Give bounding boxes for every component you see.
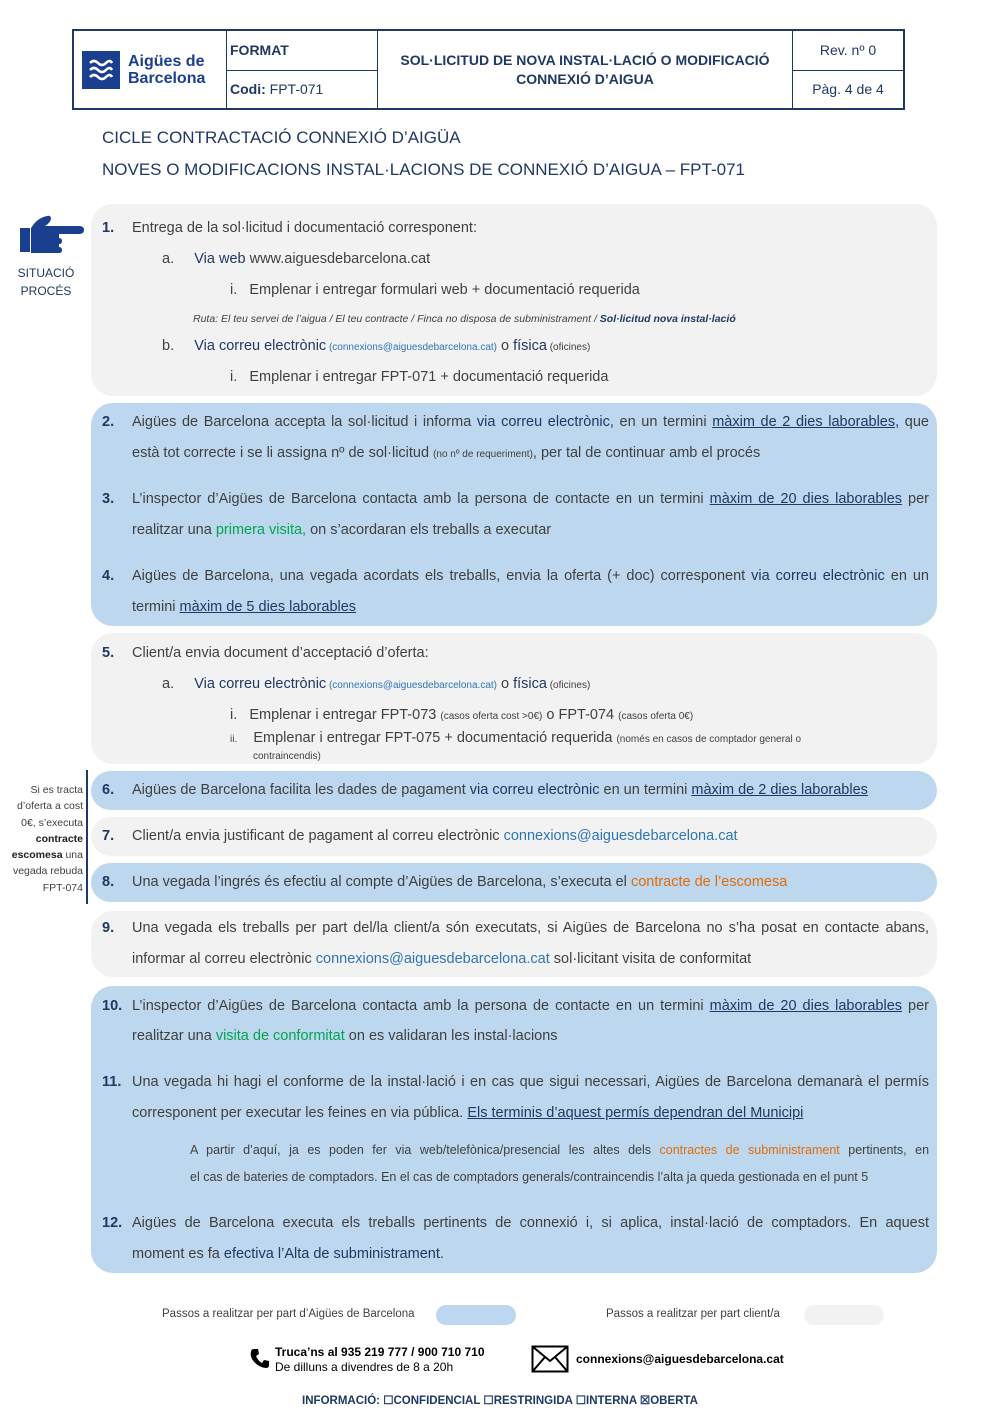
side-note-zero-cost: Si es tracta d’oferta a cost 0€, s’executa contracte escomesa una vegada rebuda FPT-074 (11, 784, 83, 894)
step-12-line2: moment es fa efectiva l’Alta de subministrament. (132, 1246, 444, 1262)
checkbox-unchecked: ☐ (575, 1395, 587, 1407)
step-11-note-line2: el cas de bateries de comptadors. En el cas de comptadors generals/contraincendis l’alta ja queda gestionada en el punt 5 (190, 1170, 869, 1184)
checkbox-unchecked: ☐ (483, 1395, 494, 1407)
legend-aigues-swatch (436, 1305, 516, 1325)
step-number: 10. (102, 998, 123, 1014)
information-classification: INFORMACIÓ: ☐CONFIDENCIAL ☐RESTRINGIDA ☐INTERNA ☒OBERTA (302, 1395, 698, 1407)
step-number: 6. (102, 782, 115, 798)
step-7-text: Client/a envia justificant de pagament al correu electrònic connexions@aiguesdebarcelona.cat (132, 828, 738, 844)
legend-client-label: Passos a realitzar per part client/a (606, 1308, 780, 1320)
step-9-line1: Una vegada els treballs per part del/la client/a són executats, si Aigües de Barcelona no s’ha posat en contacte abans, (132, 920, 929, 936)
step-number: 5. (102, 645, 115, 661)
side-note-bracket (86, 770, 88, 904)
envelope-icon (531, 1345, 569, 1378)
step-number: 9. (102, 920, 115, 936)
legend-aigues-label: Passos a realitzar per part d’Aigües de Barcelona (162, 1308, 415, 1320)
logo-line2: Barcelona (128, 69, 206, 87)
revision-number: Rev. nº 0 (819, 42, 877, 58)
step-4-line1: Aigües de Barcelona, una vegada acordats els treballs, envia la oferta (+ doc) corresponent via correu electrònic en un (132, 568, 929, 584)
section-heading: CICLE CONTRACTACIÓ CONNEXIÓ D’AIGÜA (102, 128, 461, 147)
pointing-hand-icon (18, 214, 84, 261)
logo-line1: Aigües de (128, 52, 205, 70)
email-contact: connexions@aiguesdebarcelona.cat (576, 1352, 784, 1366)
step-number: 4. (102, 568, 115, 584)
step-5a-ii-cont: contraincendis) (253, 751, 321, 762)
page-number: Pàg. 4 de 4 (812, 81, 884, 97)
step-3-line2: realitzar una primera visita, on s’acordaran els treballs a executar (132, 522, 552, 538)
company-logo (74, 31, 226, 108)
document-title: SOL·LICITUD DE NOVA INSTAL·LACIÓ O MODIFICACIÓ CONNEXIÓ D’AIGUA (400, 52, 770, 87)
form-code: Codi: FPT-071 (230, 81, 324, 97)
document-header (72, 29, 905, 110)
step-number: 7. (102, 828, 115, 844)
step-1a-i: i. Emplenar i entregar formulari web + documentació requerida (230, 282, 640, 298)
step-10-line1: L’inspector d’Aigües de Barcelona contacta amb la persona de contacte en un termini màxim de 20 dies laborables per (132, 998, 929, 1014)
step-panel-aigues (91, 403, 937, 626)
step-1-text: Entrega de la sol·licitud i documentació corresponent: (132, 220, 477, 236)
step-number: 1. (102, 220, 115, 236)
phone-contact: Truca’ns al 935 219 777 / 900 710 710 De dilluns a divendres de 8 a 20h (275, 1345, 485, 1374)
step-11-line1: Una vegada hi hagi el conforme de la instal·lació i en cas que sigui necessari, Aigües de Barcelona demanarà el permís (132, 1074, 929, 1090)
step-2-line2: està tot correcte i se li assigna nº de sol·licitud (no nº de requeriment), per tal de continuar amb el procés (132, 445, 761, 461)
step-1b: b. Via correu electrònic (connexions@aiguesdebarcelona.cat) o física (oficines) (162, 338, 591, 354)
step-number: 11. (102, 1074, 122, 1090)
checkbox-unchecked: ☐ (383, 1395, 394, 1407)
step-1b-i: i. Emplenar i entregar FPT-071 + documentació requerida (230, 369, 609, 385)
step-12-line1: Aigües de Barcelona executa els treballs pertinents de connexió i, si aplica, instal·lació de comptadors. En aquest (132, 1215, 929, 1231)
format-label: FORMAT (230, 42, 289, 58)
step-number: 8. (102, 874, 115, 890)
step-4-line2: termini màxim de 5 dies laborables (132, 599, 357, 615)
section-subheading: NOVES O MODIFICACIONS INSTAL·LACIONS DE CONNEXIÓ D’AIGUA – FPT-071 (102, 160, 745, 179)
step-9-line2: informar al correu electrònic connexions@aiguesdebarcelona.cat sol·licitant visita de conformitat (132, 951, 752, 967)
step-2-line1: Aigües de Barcelona accepta la sol·licitud i informa via correu electrònic, en un termini màxim de 2 dies laborables, que (132, 414, 929, 430)
step-5-text: Client/a envia document d’acceptació d’oferta: (132, 645, 429, 661)
step-3-line1: L’inspector d’Aigües de Barcelona contacta amb la persona de contacte en un termini màxim de 20 dies laborables per (132, 491, 929, 507)
waves-icon (82, 51, 120, 89)
checkbox-checked: ☒ (639, 1395, 651, 1407)
step-5a: a. Via correu electrònic (connexions@aiguesdebarcelona.cat) o física (oficines) (162, 676, 591, 692)
step-6-text: Aigües de Barcelona facilita les dades de pagament via correu electrònic en un termini màxim de 2 dies laborables (132, 782, 868, 798)
web-route: Ruta: El teu servei de l’aigua / El teu contracte / Finca no disposa de subministrament / Sol·licitud nova instal·lació (193, 313, 736, 325)
step-5a-ii: ii. Emplenar i entregar FPT-075 + documentació requerida (només en casos de comptador general o (230, 730, 802, 746)
step-11-note-line1: A partir d’aquí, ja es poden fer via web/telefònica/presencial les altes dels contractes de subministrament pertinents, en (190, 1143, 930, 1157)
process-status-label: SITUACIÓ PROCÉS (17, 266, 75, 298)
step-1a: a. Via web www.aiguesdebarcelona.cat (162, 251, 431, 267)
step-10-line2: realitzar una visita de conformitat on es validaran les instal·lacions (132, 1028, 558, 1044)
step-11-line2: corresponent per executar les feines en via pública. Els terminis d’aquest permís dependran del Municipi (132, 1105, 804, 1121)
legend-client-swatch (804, 1305, 884, 1325)
step-8-text: Una vegada l’ingrés és efectiu al compte d’Aigües de Barcelona, s’executa el contracte de l’escomesa (132, 874, 788, 890)
phone-icon (248, 1347, 272, 1376)
step-number: 12. (102, 1215, 123, 1231)
step-5a-i: i. Emplenar i entregar FPT-073 (casos oferta cost >0€) o FPT-074 (casos oferta 0€) (230, 707, 694, 723)
step-number: 2. (102, 414, 115, 430)
step-number: 3. (102, 491, 115, 507)
